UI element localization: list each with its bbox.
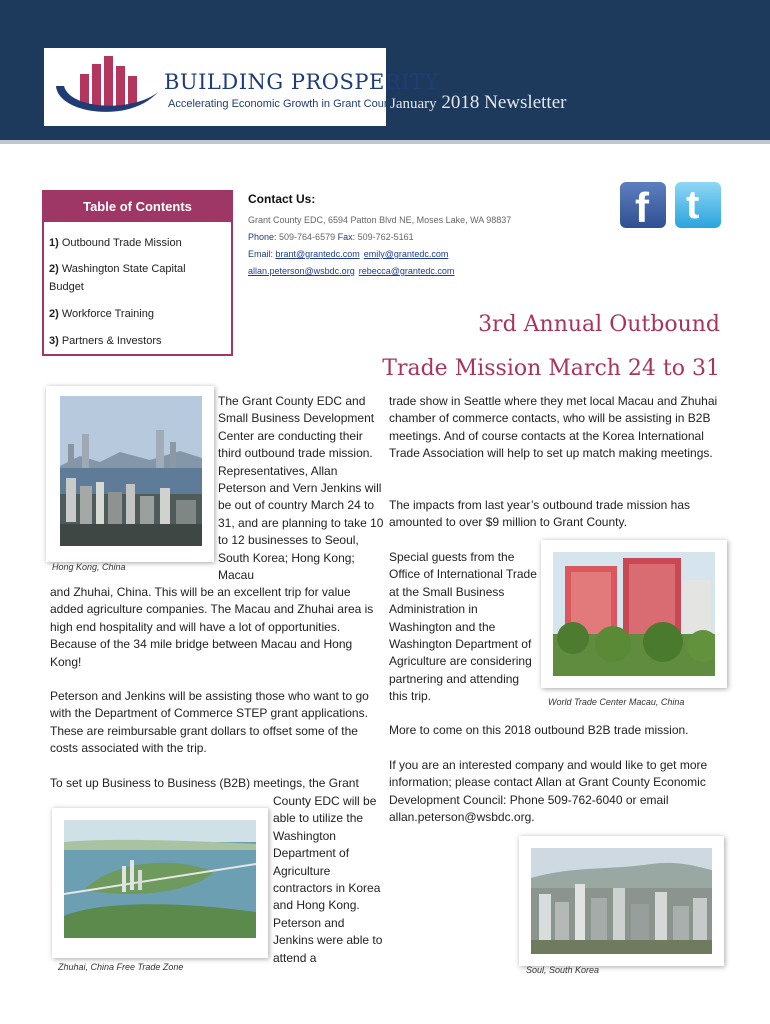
macau-photo-frame [541, 540, 727, 688]
table-of-contents [42, 190, 233, 356]
toc-item-label: Outbound Trade Mission [58, 237, 182, 249]
phone-label: Phone: [248, 232, 277, 242]
macau-photo [553, 552, 715, 676]
toc-item-label: Washington State Capital [58, 263, 186, 275]
email-label: Email: [248, 249, 276, 259]
fax-number: 509-762-5161 [355, 232, 414, 242]
zhuhai-photo [64, 820, 256, 938]
toc-item-number: 2) [49, 263, 59, 275]
article-headline-line2: Trade Mission March 24 to 31 [382, 356, 720, 381]
article-paragraph-impacts: The impacts from last year’s outbound trade mission has amounted to over $9 million to Grant County. [389, 498, 691, 530]
toc-item-label: Workforce Training [58, 308, 154, 320]
twitter-glyph: t [686, 183, 700, 227]
contact-phone-line [248, 229, 511, 246]
contact-address: Grant County EDC, 6594 Patton Blvd NE, Moses Lake, WA 98837 [248, 215, 512, 225]
photo-caption-zhuhai: Zhuhai, China Free Trade Zone [58, 962, 184, 972]
article-paragraph-more-to-come: More to come on this 2018 outbound B2B trade mission. [389, 723, 689, 737]
logo-tagline: Accelerating Economic Growth in Grant County [168, 98, 399, 110]
logo-title: BUILDING PROSPERITY [164, 70, 439, 94]
toc-item[interactable] [49, 260, 186, 278]
article-paragraph-contact-allan: If you are an interested company and would like to get more information; please contact Allan at Grant County Economic Development Council: Phone 509-762-6040 or email allan.peterson@wsbdc.org. [389, 758, 708, 825]
contact-email-line [248, 246, 511, 263]
article-paragraph-b2b-wrap: County EDC will be able to utilize the Washington Department of Agriculture contractors in Korea and Hong Kong. Peterson and Jenkins were able to attend a [273, 794, 383, 965]
article-paragraph-b2b-start: To set up Business to Business (B2B) meetings, the Grant [50, 776, 359, 790]
toc-item-number: 1) [49, 237, 59, 249]
email-link[interactable]: brant@grantedc.com [275, 249, 360, 259]
toc-item-label: Partners & Investors [58, 335, 162, 347]
twitter-icon[interactable] [675, 182, 721, 228]
header-rule [0, 140, 770, 144]
photo-caption-macau: World Trade Center Macau, China [548, 697, 685, 707]
contact-block [248, 192, 511, 280]
toc-item-number: 3) [49, 335, 59, 347]
toc-item[interactable] [49, 305, 154, 323]
toc-item[interactable] [49, 234, 182, 252]
contact-title: Contact Us: [248, 192, 316, 206]
fax-label: Fax: [337, 232, 356, 242]
article-paragraph-step-grant: Peterson and Jenkins will be assisting those who want to go with the Department of Commerce STEP grant applications. These are reimbursable grant dollars to offset some of the costs associated with the trip. [50, 689, 369, 756]
contact-email-line [248, 263, 511, 280]
email-link[interactable]: allan.peterson@wsbdc.org [248, 266, 355, 276]
newsletter-year: 2018 Newsletter [436, 92, 567, 113]
phone-number: 509-764-6579 [276, 232, 338, 242]
photo-caption-seoul: Soul, South Korea [526, 965, 600, 975]
toc-title: Table of Contents [44, 192, 231, 222]
hong-kong-photo [60, 396, 202, 546]
article-paragraph-special-guests: Special guests from the Office of International Trade at the Small Business Administration in Washington and the Washington Department of Agriculture are considering partnering and attending this trip. [389, 550, 537, 704]
facebook-icon[interactable] [620, 182, 666, 231]
facebook-glyph: f [635, 184, 649, 231]
zhuhai-photo-frame [52, 808, 268, 958]
email-link[interactable]: rebecca@grantedc.com [358, 266, 455, 276]
building-prosperity-logo-mark [50, 52, 160, 122]
photo-caption-hong-kong: Hong Kong, China [52, 562, 126, 572]
seoul-photo-frame [519, 836, 724, 966]
newsletter-month: January [390, 96, 437, 112]
toc-item-label: Budget [49, 281, 84, 293]
seoul-photo [531, 848, 712, 954]
toc-item[interactable] [49, 332, 162, 350]
article-paragraph-intro-continued: and Zhuhai, China. This will be an excellent trip for value added agriculture companies. The Macau and Zhuhai area is high end hospitality and will have a lot of opportunities. Because of the 34 mile bridge between Macau and Hong Kong! [50, 585, 374, 669]
article-headline-line1: 3rd Annual Outbound [478, 312, 720, 337]
toc-item-number: 2) [49, 308, 59, 320]
hong-kong-photo-frame [46, 386, 214, 562]
email-link[interactable]: emily@grantedc.com [363, 249, 449, 259]
newsletter-title [390, 92, 566, 114]
toc-item[interactable] [49, 278, 84, 296]
article-paragraph-intro: The Grant County EDC and Small Business Development Center are conducting their third outbound trade mission. Representatives, Allan Peterson and Vern Jenkins will be out of country March 24 to 31, and are planning to take 10 to 12 businesses to Seoul, South Korea; Hong Kong; Macau [218, 394, 384, 583]
article-paragraph-trade-show: trade show in Seattle where they met local Macau and Zhuhai chamber of commerce contacts, who will be assisting in B2B meetings. And of course contacts at the Korea International Trade Association will help to set up match making meetings. [389, 394, 718, 461]
